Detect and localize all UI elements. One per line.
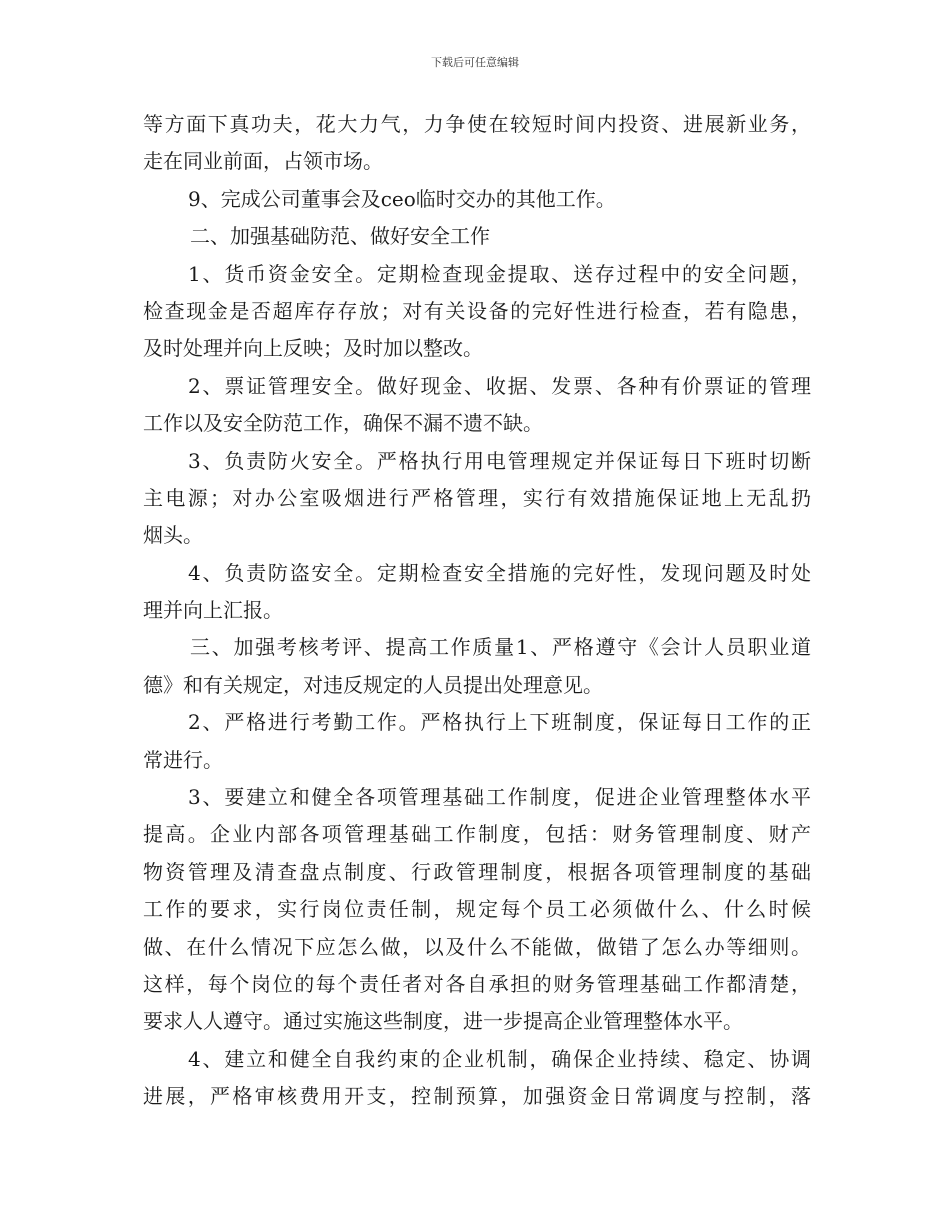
section-heading: 二、加强基础防范、做好安全工作 bbox=[190, 224, 490, 249]
text-line: 提高。企业内部各项管理基础工作制度，包括：财务管理制度、财产 bbox=[143, 822, 811, 847]
section-heading: 三、加强考核考评、提高工作质量1、严格遵守《会计人员职业道 bbox=[190, 635, 811, 660]
text-line: 工作的要求，实行岗位责任制，规定每个员工必须做什么、什么时候 bbox=[143, 897, 811, 922]
text-line: 走在同业前面，占领市场。 bbox=[143, 149, 383, 174]
text-line: 理并向上汇报。 bbox=[143, 598, 283, 623]
text-line: 3、要建立和健全各项管理基础工作制度，促进企业管理整体水平 bbox=[188, 785, 811, 810]
text-line: 要求人人遵守。通过实施这些制度，进一步提高企业管理整体水平。 bbox=[143, 1009, 743, 1034]
text-line: 进展，严格审核费用开支，控制预算，加强资金日常调度与控制，落 bbox=[143, 1084, 811, 1109]
text-line: 4、建立和健全自我约束的企业机制，确保企业持续、稳定、协调 bbox=[188, 1046, 811, 1071]
text-line: 及时处理并向上反映；及时加以整改。 bbox=[143, 336, 483, 361]
text-line: 物资管理及清查盘点制度、行政管理制度，根据各项管理制度的基础 bbox=[143, 859, 811, 884]
text-line: 常进行。 bbox=[143, 747, 223, 772]
page-header: 下载后可任意编辑 bbox=[431, 56, 519, 69]
text-line: 等方面下真功夫，花大力气，力争使在较短时间内投资、进展新业务， bbox=[143, 112, 811, 136]
text-line: 1、货币资金安全。定期检查现金提取、送存过程中的安全问题， bbox=[188, 261, 811, 286]
text-line: 3、负责防火安全。严格执行用电管理规定并保证每日下班时切断 bbox=[188, 448, 811, 473]
text-line: 4、负责防盗安全。定期检查安全措施的完好性，发现问题及时处 bbox=[188, 560, 811, 585]
text-line: 检查现金是否超库存存放；对有关设备的完好性进行检查，若有隐患， bbox=[143, 298, 811, 323]
text-line: 工作以及安全防范工作，确保不漏不遗不缺。 bbox=[143, 411, 543, 436]
document-body bbox=[143, 106, 811, 1116]
text-line: 做、在什么情况下应怎么做，以及什么不能做，做错了怎么办等细则。 bbox=[143, 934, 811, 959]
text-line: 2、票证管理安全。做好现金、收据、发票、各种有价票证的管理 bbox=[188, 373, 811, 398]
text-line: 烟头。 bbox=[143, 523, 203, 548]
text-line: 这样，每个岗位的每个责任者对各自承担的财务管理基础工作都清楚， bbox=[143, 971, 811, 996]
text-line: 德》和有关规定，对违反规定的人员提出处理意见。 bbox=[143, 672, 603, 697]
text-line: 2、严格进行考勤工作。严格执行上下班制度，保证每日工作的正 bbox=[188, 710, 811, 735]
text-line: 主电源；对办公室吸烟进行严格管理，实行有效措施保证地上无乱扔 bbox=[143, 485, 811, 510]
text-line: 9、完成公司董事会及ceo临时交办的其他工作。 bbox=[188, 186, 616, 211]
